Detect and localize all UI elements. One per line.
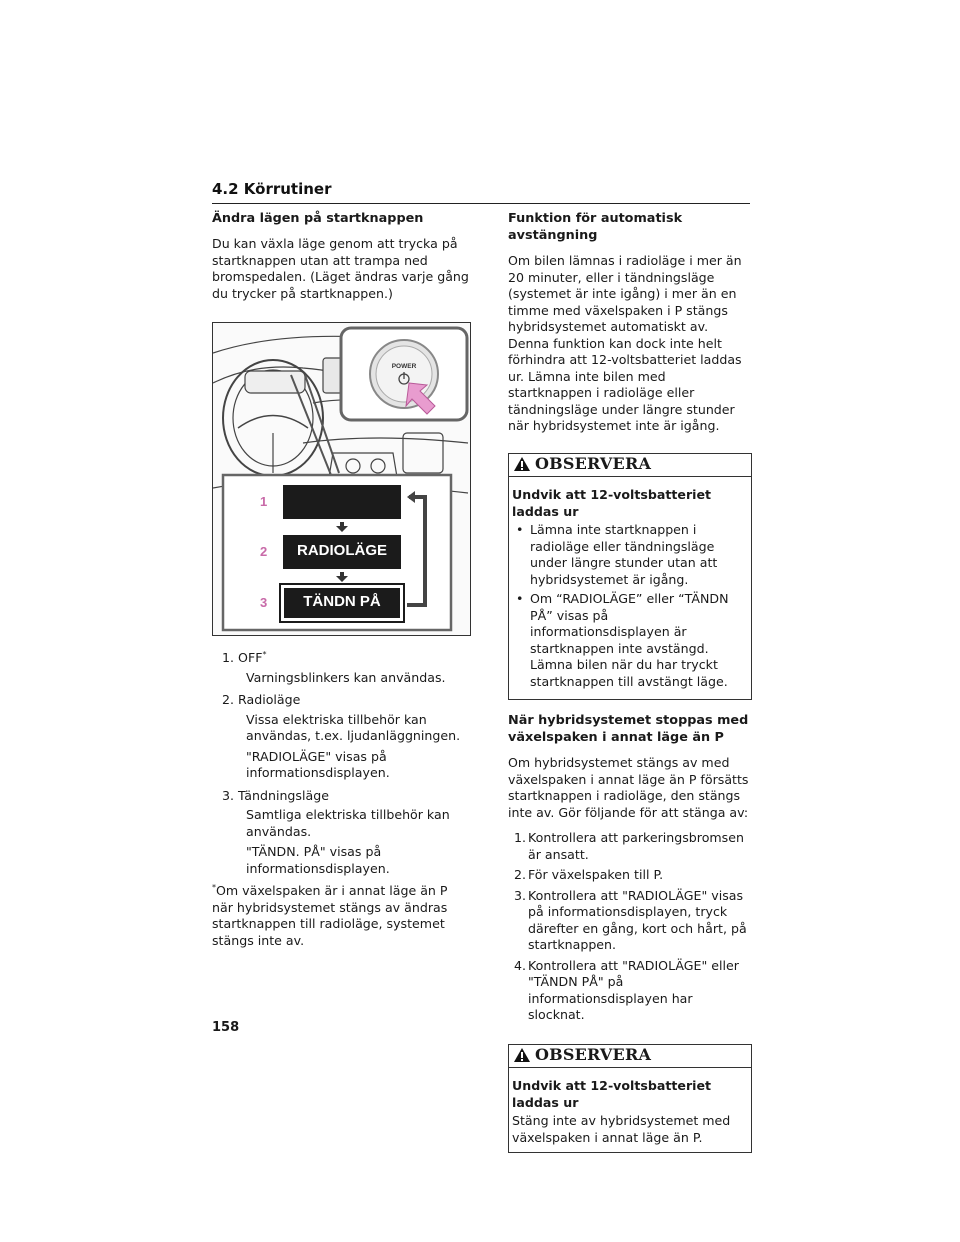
heading-change-modes: Ändra lägen på startknappen: [212, 211, 424, 226]
mode-desc: Varningsblinkers kan användas.: [246, 669, 446, 685]
left-column: [212, 210, 472, 958]
mode-item: 3. Tändningsläge Samtliga elektriska tillbehör kan användas. "TÄNDN. PÅ" visas på informationsdisplayen.: [212, 788, 472, 878]
notice-header: [509, 454, 751, 478]
mode-list: [212, 650, 472, 877]
display-radio-mode: RADIOLÄGE: [297, 542, 387, 559]
notice-header: [509, 1045, 751, 1069]
mode-title-off: OFF: [238, 650, 263, 665]
notice-bullet: • Lämna inte startknappen i radioläge eller tändningsläge under längre stunder utan att hybridsystemet är igång.: [512, 522, 748, 588]
mode-desc: "RADIOLÄGE" visas på informationsdisplayen.: [246, 748, 390, 780]
notice-label: OBSERVERA: [535, 453, 652, 473]
mode-desc: "TÄNDN. PÅ" visas på informationsdisplayen.: [246, 844, 390, 876]
mode-desc: Samtliga elektriska tillbehör kan användas.: [246, 807, 450, 839]
steps-list: [510, 830, 752, 1024]
notice-title: Undvik att 12-voltsbatteriet laddas ur: [512, 1078, 712, 1110]
notice-title: Undvik att 12-voltsbatteriet laddas ur: [512, 487, 712, 519]
figure-number-2: 2: [260, 544, 268, 559]
start-button-figure: [212, 322, 471, 636]
right-column: [508, 210, 752, 1165]
page-number: 158: [212, 1020, 240, 1035]
mode-title-ignition: Tändningsläge: [238, 787, 329, 803]
figure-number-1: 1: [260, 494, 268, 509]
step-item: 4. Kontrollera att "RADIOLÄGE" eller "TÄNDN PÅ" på informationsdisplayen har slocknat.: [514, 957, 739, 1022]
mode-item: 1. OFF* Varningsblinkers kan användas.: [212, 650, 472, 686]
notice-body: [509, 477, 751, 699]
notice-bullet: • Om “RADIOLÄGE” eller “TÄNDN PÅ” visas på informationsdisplayen är startknappen inte avstängd. Lämna bilen när du har tryckt startknappen till avstängt läge.: [512, 591, 748, 690]
step-item: 1. Kontrollera att parkeringsbromsen är ansatt.: [514, 830, 744, 862]
stop-not-in-p-paragraph: Om hybridsystemet stängs av med växelspaken i annat läge än P försätts startknappen i radioläge, den stängs inte av. Gör följande för att stänga av:: [508, 755, 749, 820]
mode-title-radio: Radioläge: [238, 692, 301, 707]
notice-box-1: [508, 453, 752, 701]
notice-bullets: [512, 522, 748, 690]
auto-shutoff-paragraph: Om bilen lämnas i radioläge i mer än 20 minuter, eller i tändningsläge (systemet är inte igång) i mer än en timme med växelspaken i P stängs hybridsystemet automatiskt av. Denna funktion kan dock inte helt förhindra att 12-voltsbatteriet laddas ur. Lämna inte bilen med startknappen i radioläge eller tändningsläge under längre stunder när hybridsystemet inte är igång.: [508, 253, 742, 433]
figure-number-3: 3: [260, 595, 268, 610]
notice-label: OBSERVERA: [535, 1044, 652, 1064]
warning-icon: [513, 456, 531, 472]
heading-stop-not-in-p: När hybridsystemet stoppas med växelspaken i annat läge än P: [508, 713, 749, 745]
intro-paragraph: Du kan växla läge genom att trycka på startknappen utan att trampa ned bromspedalen. (Läget ändras varje gång du trycker på startknappen.): [212, 236, 469, 301]
display-ignition-on: TÄNDN PÅ: [303, 593, 381, 610]
dashboard-illustration: [213, 323, 470, 635]
warning-icon: [513, 1047, 531, 1063]
notice-body: [509, 1068, 751, 1152]
step-item: 2. För växelspaken till P.: [514, 867, 664, 882]
heading-auto-shutoff: Funktion för automatisk avstängning: [508, 211, 683, 243]
mode-item: 2. Radioläge Vissa elektriska tillbehör kan användas, t.ex. ljudanläggningen. "RADIOLÄGE" visas på informationsdisplayen.: [212, 692, 472, 782]
step-item: 3. Kontrollera att "RADIOLÄGE" visas på informationsdisplayen, tryck därefter en gång, kort och hårt, på startknappen.: [514, 887, 747, 952]
section-header: 4.2 Körrutiner: [212, 180, 750, 204]
mode-desc: Vissa elektriska tillbehör kan användas, t.ex. ljudanläggningen.: [246, 711, 461, 743]
footnote: *Om växelspaken är i annat läge än P när hybridsystemet stängs av ändras startknappen till radioläge, systemet stängs inte av.: [212, 882, 448, 948]
notice-text: Stäng inte av hybridsystemet med växelspaken i annat läge än P.: [512, 1113, 731, 1145]
power-button-label: POWER: [391, 363, 417, 370]
notice-box-2: [508, 1044, 752, 1154]
